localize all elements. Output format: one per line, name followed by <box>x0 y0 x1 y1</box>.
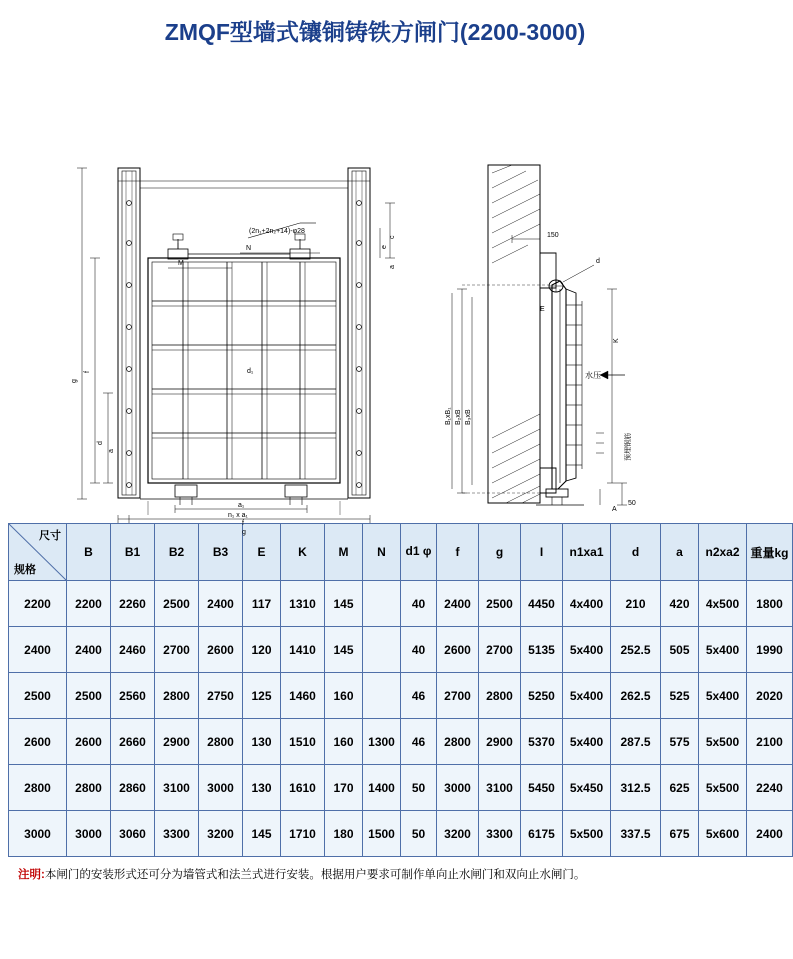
cell: 6175 <box>521 811 563 857</box>
cell: 5250 <box>521 673 563 719</box>
label-B2B: B₂xB <box>455 409 462 425</box>
label-A: A <box>612 506 617 513</box>
cell: 1610 <box>281 765 325 811</box>
label-N: N <box>246 245 252 252</box>
label-150: 150 <box>547 232 559 239</box>
cell: 5370 <box>521 719 563 765</box>
header-cell-I: I <box>521 524 563 581</box>
cell: 505 <box>661 627 699 673</box>
cell: 1800 <box>747 581 793 627</box>
cell: 50 <box>401 811 437 857</box>
cell: 3300 <box>155 811 199 857</box>
cell: 1310 <box>281 581 325 627</box>
cell: 5x450 <box>563 765 611 811</box>
label-d-section: d <box>596 258 600 265</box>
header-cell-B1: B1 <box>111 524 155 581</box>
cell: 2700 <box>437 673 479 719</box>
cell: 2700 <box>479 627 521 673</box>
table-header-row <box>9 524 793 581</box>
label-n1a1: n₁ x a₁ <box>228 512 248 519</box>
spec-table-wrap <box>0 523 789 857</box>
cell: 420 <box>661 581 699 627</box>
cell: 3300 <box>479 811 521 857</box>
cell: 2400 <box>747 811 793 857</box>
cell: 2800 <box>199 719 243 765</box>
cell: 3200 <box>199 811 243 857</box>
cell: 5450 <box>521 765 563 811</box>
cell: 2800 <box>155 673 199 719</box>
label-50: 50 <box>628 500 636 507</box>
cell: 5x400 <box>563 627 611 673</box>
table-row <box>9 765 793 811</box>
header-corner-cell <box>9 524 67 581</box>
label-E-section: E <box>540 306 545 313</box>
cell: 2800 <box>437 719 479 765</box>
cell: 2750 <box>199 673 243 719</box>
cell: 337.5 <box>611 811 661 857</box>
spec-table <box>8 523 793 857</box>
cell: 120 <box>243 627 281 673</box>
cell: 50 <box>401 765 437 811</box>
cell: 2200 <box>67 581 111 627</box>
cell: 1990 <box>747 627 793 673</box>
cell: 40 <box>401 581 437 627</box>
cell: 2560 <box>111 673 155 719</box>
header-cell-M: M <box>325 524 363 581</box>
cell: 130 <box>243 719 281 765</box>
cell <box>363 627 401 673</box>
header-cell-N: N <box>363 524 401 581</box>
cell: 160 <box>325 719 363 765</box>
header-cell-B3: B3 <box>199 524 243 581</box>
cell: 210 <box>611 581 661 627</box>
cell: 2900 <box>155 719 199 765</box>
table-body <box>9 581 793 857</box>
cell: 5x500 <box>563 811 611 857</box>
cell: 5135 <box>521 627 563 673</box>
corner-bottom-label: 规格 <box>14 564 36 576</box>
label-d-left: d <box>97 441 104 445</box>
cell: 1300 <box>363 719 401 765</box>
cell: 1500 <box>363 811 401 857</box>
cell: 2460 <box>111 627 155 673</box>
cell: 287.5 <box>611 719 661 765</box>
table-row <box>9 811 793 857</box>
header-cell-weight: 重量kg <box>747 524 793 581</box>
cell: 3000 <box>67 811 111 857</box>
cell: 5x400 <box>699 627 747 673</box>
cell: 46 <box>401 719 437 765</box>
table-row <box>9 627 793 673</box>
row-spec: 2800 <box>9 765 67 811</box>
label-a-left: a <box>108 449 115 453</box>
label-a-right: a <box>389 265 396 269</box>
cell: 5x600 <box>699 811 747 857</box>
cell: 625 <box>661 765 699 811</box>
label-g-bottom: g <box>242 529 246 536</box>
cell: 4450 <box>521 581 563 627</box>
cell: 2860 <box>111 765 155 811</box>
cell: 160 <box>325 673 363 719</box>
cell: 2400 <box>199 581 243 627</box>
cell: 2600 <box>199 627 243 673</box>
table-row <box>9 719 793 765</box>
cell: 5x400 <box>563 719 611 765</box>
label-B1B1: B₁xB₁ <box>445 407 452 425</box>
row-spec: 2200 <box>9 581 67 627</box>
cell: 2660 <box>111 719 155 765</box>
header-cell-f: f <box>437 524 479 581</box>
cell: 3100 <box>479 765 521 811</box>
page-title: ZMQF型墙式镶铜铸铁方闸门(2200-3000) <box>164 19 586 45</box>
header-cell-g: g <box>479 524 521 581</box>
row-spec: 2600 <box>9 719 67 765</box>
cell: 5x500 <box>699 719 747 765</box>
cell: 3000 <box>437 765 479 811</box>
cell: 46 <box>401 673 437 719</box>
header-cell-B2: B2 <box>155 524 199 581</box>
label-e-right: e <box>381 245 388 249</box>
row-spec: 2500 <box>9 673 67 719</box>
label-c-right: c <box>389 235 396 239</box>
cell: 575 <box>661 719 699 765</box>
cell: 2500 <box>155 581 199 627</box>
cell <box>363 581 401 627</box>
cell: 3200 <box>437 811 479 857</box>
note-section <box>0 857 750 884</box>
cell: 2500 <box>479 581 521 627</box>
header-cell-K: K <box>281 524 325 581</box>
cell <box>363 673 401 719</box>
cell: 312.5 <box>611 765 661 811</box>
cell: 525 <box>661 673 699 719</box>
cell: 2100 <box>747 719 793 765</box>
cell: 5x500 <box>699 765 747 811</box>
cell: 2700 <box>155 627 199 673</box>
cell: 40 <box>401 627 437 673</box>
label-f-left: f <box>84 371 91 373</box>
cell: 2500 <box>67 673 111 719</box>
cell: 2600 <box>437 627 479 673</box>
label-M: M <box>178 260 184 267</box>
header-cell-n1xa1: n1xa1 <box>563 524 611 581</box>
cell: 180 <box>325 811 363 857</box>
cell: 170 <box>325 765 363 811</box>
cell: 130 <box>243 765 281 811</box>
cell: 2600 <box>67 719 111 765</box>
cell: 3100 <box>155 765 199 811</box>
cell: 252.5 <box>611 627 661 673</box>
cell: 2800 <box>67 765 111 811</box>
water-pressure-label: 水压 <box>585 371 601 380</box>
cell: 145 <box>243 811 281 857</box>
header-cell-E: E <box>243 524 281 581</box>
cell: 2020 <box>747 673 793 719</box>
label-a1: a₁ <box>238 502 245 509</box>
cell: 2800 <box>479 673 521 719</box>
cell: 1710 <box>281 811 325 857</box>
cell: 262.5 <box>611 673 661 719</box>
cell: 2240 <box>747 765 793 811</box>
note-label: 注明: <box>18 869 45 881</box>
row-spec: 3000 <box>9 811 67 857</box>
header-cell-a: a <box>661 524 699 581</box>
cell: 5x400 <box>699 673 747 719</box>
table-row <box>9 581 793 627</box>
note-text: 本闸门的安装形式还可分为墙管式和法兰式进行安装。根据用户要求可制作单向止水闸门和双向止水闸门。 <box>44 869 586 881</box>
label-g-left: g <box>71 379 78 383</box>
cell: 5x400 <box>563 673 611 719</box>
cell: 145 <box>325 581 363 627</box>
cell: 4x500 <box>699 581 747 627</box>
header-cell-B: B <box>67 524 111 581</box>
header-cell-d: d <box>611 524 661 581</box>
cell: 1510 <box>281 719 325 765</box>
cell: 3060 <box>111 811 155 857</box>
cell: 2900 <box>479 719 521 765</box>
cell: 1400 <box>363 765 401 811</box>
label-B3B: B₃xB <box>465 409 472 425</box>
cell: 145 <box>325 627 363 673</box>
cell: 3000 <box>199 765 243 811</box>
cell: 117 <box>243 581 281 627</box>
header-cell-n2xa2: n2xa2 <box>699 524 747 581</box>
label-d1-center: d₁ <box>247 368 254 375</box>
cell: 2400 <box>437 581 479 627</box>
cell: 125 <box>243 673 281 719</box>
cell: 1410 <box>281 627 325 673</box>
cell: 2400 <box>67 627 111 673</box>
row-spec: 2400 <box>9 627 67 673</box>
cell: 2260 <box>111 581 155 627</box>
cell: 4x400 <box>563 581 611 627</box>
hole-note-label: (2n₁+2n₂+14)-φ28 <box>249 228 305 235</box>
header-cell-d1: d1 φ <box>401 524 437 581</box>
table-row <box>9 673 793 719</box>
label-K-section: K <box>613 338 620 343</box>
label-f-bottom: f <box>242 520 244 527</box>
cell: 1460 <box>281 673 325 719</box>
corner-top-label: 尺寸 <box>39 530 61 542</box>
embed-rebar-label: 预埋钢筋 <box>625 433 632 461</box>
cell: 675 <box>661 811 699 857</box>
